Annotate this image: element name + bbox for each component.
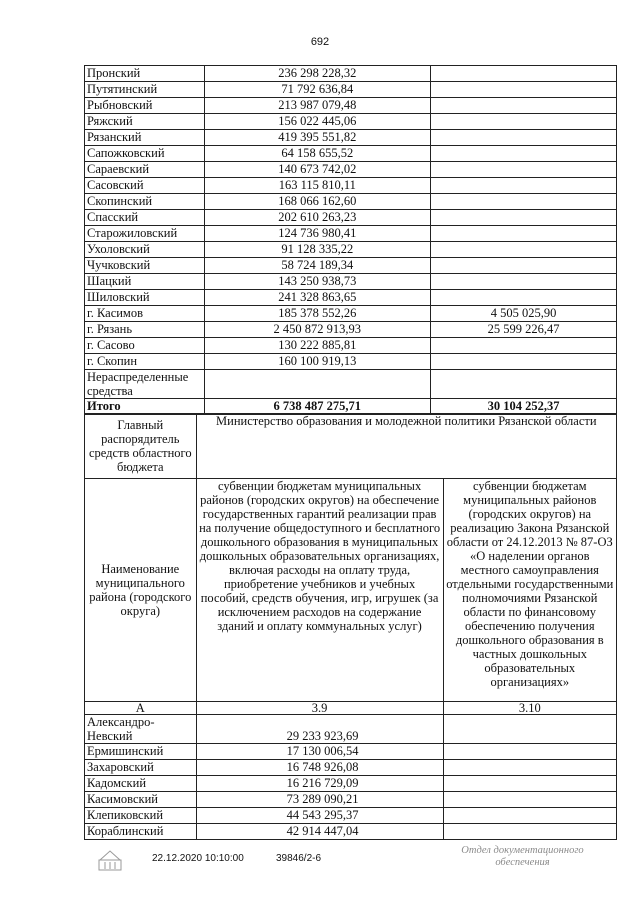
allocation-table-2-body [85,414,617,840]
amount-value: 202 610 263,23 [204,210,431,226]
amount-value: 58 724 189,34 [204,258,431,274]
table-row [85,82,617,98]
table-row [85,98,617,114]
amount-value: 185 378 552,26 [204,306,431,322]
district-name: г. Сасово [85,338,205,354]
amount-value: 236 298 228,32 [204,66,431,82]
table-row [85,824,617,840]
amount-value: 124 736 980,41 [204,226,431,242]
amount-value-2 [431,290,617,306]
table-row [85,210,617,226]
amount-value-2 [431,162,617,178]
amount-value-2: 4 505 025,90 [431,306,617,322]
table-row [85,715,617,744]
amount-value: 91 128 335,22 [204,242,431,258]
amount-value: 140 673 742,02 [204,162,431,178]
table-row [85,274,617,290]
column-3-10-description: субвенции бюджетам муниципальных районов (городских округов) на реализацию Закона Рязанской области от 24.12.2013 № 87-ОЗ «О наделении органов местного самоуправления отдельными государственными полномочиями Рязанской области по финансовому обеспечению получения дошкольного образования в частных дошкольных образовательных организациях» [443,479,616,702]
district-name: Спасский [85,210,205,226]
amount-value: 71 792 636,84 [204,82,431,98]
district-name: Касимовский [85,792,197,808]
table-row [85,242,617,258]
table-row [85,306,617,322]
table-row [85,226,617,242]
district-name: Рязанский [85,130,205,146]
district-name: г. Скопин [85,354,205,370]
footer-datetime: 22.12.2020 10:10:00 [152,853,244,864]
amount-value-2 [431,258,617,274]
table-row [85,258,617,274]
amount-value-2 [443,744,616,760]
amount-value: 42 914 447,04 [196,824,443,840]
department-stamp: Отдел документационного обеспечения [461,845,584,868]
amount-value-2 [443,760,616,776]
district-name: Ермишинский [85,744,197,760]
amount-value: 213 987 079,48 [204,98,431,114]
table-row [85,162,617,178]
manager-label: Главный распорядитель средств областного бюджета [85,414,197,479]
footer-doc-id: 39846/2-6 [276,853,322,864]
amount-value-2 [431,242,617,258]
amount-value-2 [443,808,616,824]
district-name: Рыбновский [85,98,205,114]
table-row [85,178,617,194]
amount-value-2 [443,792,616,808]
district-name: Шацкий [85,274,205,290]
district-label: Наименование муниципального района (городского округа) [85,479,197,702]
index-a: А [85,702,197,715]
unallocated-row [85,370,617,399]
amount-value: 156 022 445,06 [204,114,431,130]
district-name: Захаровский [85,760,197,776]
amount-value: 2 450 872 913,93 [204,322,431,338]
district-name: г. Рязань [85,322,205,338]
amount-value-2 [443,776,616,792]
district-name: Кораблинский [85,824,197,840]
table-row [85,146,617,162]
table-row [85,130,617,146]
table-row [85,290,617,306]
index-3-10: 3.10 [443,702,616,715]
district-name: Сараевский [85,162,205,178]
table-row [85,744,617,760]
unallocated-label: Нераспределенные средства [85,370,205,399]
total-value-2: 30 104 252,37 [431,399,617,415]
amount-value-2: 25 599 226,47 [431,322,617,338]
amount-value-2 [443,715,616,744]
amount-value: 143 250 938,73 [204,274,431,290]
amount-value-2 [431,178,617,194]
table-row [85,114,617,130]
amount-value: 419 395 551,82 [204,130,431,146]
allocation-table-1 [84,65,617,415]
amount-value-2 [431,66,617,82]
district-name: Ряжский [85,114,205,130]
table-row [85,354,617,370]
amount-value-2 [431,98,617,114]
district-name: Путятинский [85,82,205,98]
amount-value [204,370,431,399]
amount-value: 130 222 885,81 [204,338,431,354]
amount-value-2 [431,274,617,290]
amount-value-2 [431,338,617,354]
page-number: 692 [310,36,330,48]
amount-value: 163 115 810,11 [204,178,431,194]
table-row [85,808,617,824]
amount-value-2 [431,226,617,242]
amount-value: 17 130 006,54 [196,744,443,760]
total-value: 6 738 487 275,71 [204,399,431,415]
amount-value: 160 100 919,13 [204,354,431,370]
amount-value-2 [443,824,616,840]
amount-value-2 [431,194,617,210]
amount-value-2 [431,82,617,98]
district-name: Сасовский [85,178,205,194]
amount-value: 64 158 655,52 [204,146,431,162]
table-row [85,66,617,82]
amount-value: 241 328 863,65 [204,290,431,306]
amount-value: 44 543 295,37 [196,808,443,824]
amount-value: 168 066 162,60 [204,194,431,210]
table-row [85,776,617,792]
allocation-table-2 [84,413,617,840]
district-name: Старожиловский [85,226,205,242]
table-row [85,322,617,338]
amount-value-2 [431,370,617,399]
allocation-table-1-body [85,66,617,415]
emblem-icon [96,848,124,872]
amount-value: 73 289 090,21 [196,792,443,808]
table-row [85,760,617,776]
district-name: Чучковский [85,258,205,274]
amount-value: 16 216 729,09 [196,776,443,792]
index-3-9: 3.9 [196,702,443,715]
amount-value-2 [431,146,617,162]
amount-value-2 [431,130,617,146]
total-label: Итого [85,399,205,415]
district-name: Шиловский [85,290,205,306]
table-row [85,792,617,808]
district-name: Ухоловский [85,242,205,258]
amount-value: 16 748 926,08 [196,760,443,776]
amount-value-2 [431,354,617,370]
district-name: Сапожковский [85,146,205,162]
amount-value-2 [431,114,617,130]
table-row [85,194,617,210]
table-row [85,338,617,354]
district-name: Пронский [85,66,205,82]
district-name: г. Касимов [85,306,205,322]
ministry-name: Министерство образования и молодежной политики Рязанской области [196,414,616,479]
district-name: Кадомский [85,776,197,792]
amount-value: 29 233 923,69 [196,715,443,744]
district-name: Александро-Невский [85,715,197,744]
amount-value-2 [431,210,617,226]
column-3-9-description: субвенции бюджетам муниципальных районов (городских округов) на обеспечение государственных гарантий реализации прав на получение общедоступного и бесплатного дошкольного образования в муниципальных дошкольных образовательных организациях, включая расходы на оплату труда, приобретение учебников и учебных пособий, средств обучения, игр, игрушек (за исключением расходов на содержание зданий и оплату коммунальных услуг) [196,479,443,702]
district-name: Скопинский [85,194,205,210]
district-name: Клепиковский [85,808,197,824]
